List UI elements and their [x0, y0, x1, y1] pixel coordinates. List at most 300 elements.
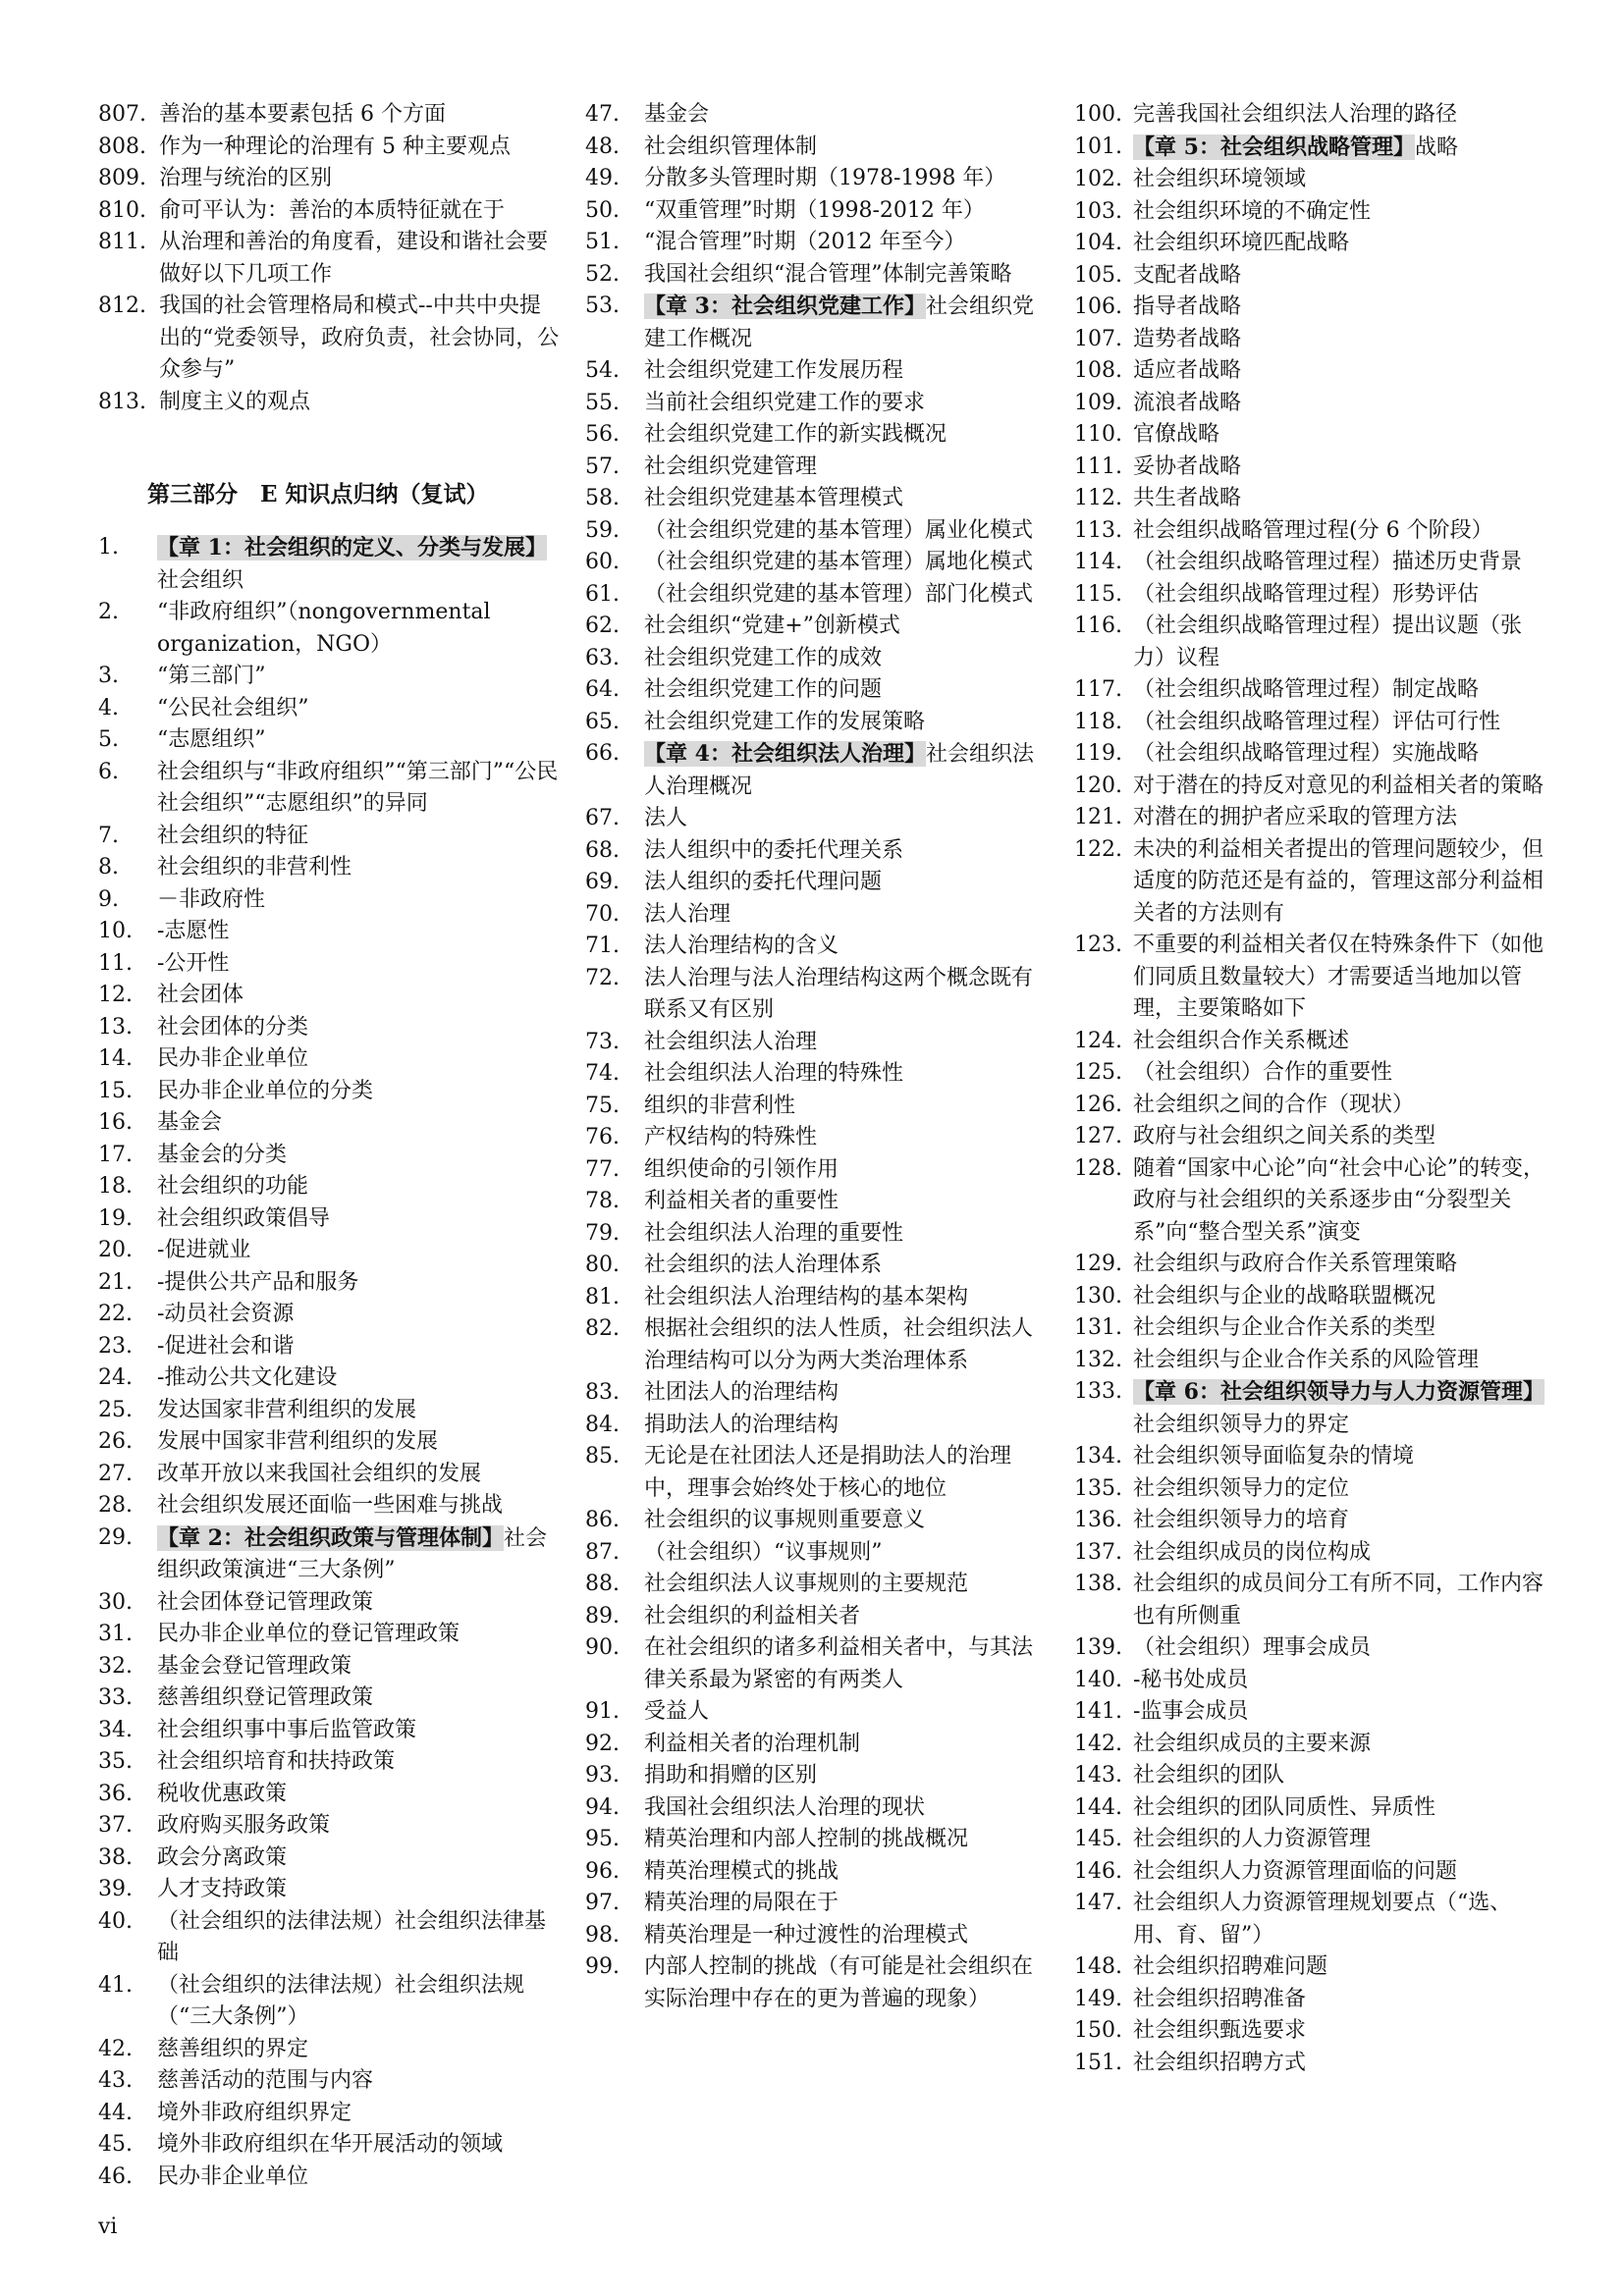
item-number: 82.: [585, 1316, 620, 1341]
list-item: [585, 1696, 1049, 1729]
item-label: 发达国家非营利组织的发展: [157, 1397, 417, 1422]
list-item: [98, 916, 560, 948]
item-number: 11.: [98, 950, 133, 976]
item-text: [157, 1076, 560, 1108]
item-text: [157, 1779, 560, 1811]
list-item: [98, 1906, 560, 1970]
item-text: [1133, 1026, 1545, 1058]
list-item: [98, 757, 560, 821]
item-text: [644, 1696, 1049, 1729]
item-label: 社会团体: [157, 983, 244, 1007]
item-text: [1133, 1665, 1545, 1697]
item-label: （社会组织战略管理过程）实施战略: [1133, 741, 1480, 766]
item-label: 社会团体的分类: [157, 1014, 309, 1040]
item-label: 产权结构的特殊性: [644, 1125, 818, 1149]
list-item: [1074, 834, 1545, 931]
item-label: （社会组织）合作的重要性: [1133, 1060, 1393, 1085]
item-number: 90.: [585, 1635, 620, 1660]
item-number: 85.: [585, 1444, 620, 1468]
item-text: [1133, 452, 1545, 484]
list-item: [585, 835, 1049, 868]
list-item: [98, 1459, 560, 1491]
list-item: [585, 963, 1049, 1027]
list-item: [1074, 1026, 1545, 1058]
item-text: [1133, 132, 1545, 165]
item-number: 137.: [1074, 1539, 1122, 1565]
item-number: 75.: [585, 1093, 620, 1118]
list-item: [585, 227, 1049, 259]
item-label: （社会组织党建的基本管理）部门化模式: [644, 581, 1034, 607]
item-text: [1133, 1824, 1545, 1856]
item-text: [644, 1186, 1049, 1218]
item-label: 社会组织党建管理: [644, 454, 818, 479]
item-number: 124.: [1074, 1028, 1122, 1053]
item-text: [644, 547, 1049, 579]
list-item: [98, 884, 560, 917]
item-number: 13.: [98, 1014, 133, 1040]
item-label: 社会组织党建工作的发展策略: [644, 709, 926, 734]
list-item: [1074, 292, 1545, 324]
item-text: [1133, 1345, 1545, 1377]
item-number: 56.: [585, 422, 620, 447]
list-part-3-cont-2: [1074, 99, 1545, 2079]
item-number: 69.: [585, 870, 620, 894]
item-label: 基金会: [644, 102, 710, 127]
list-item: [1074, 611, 1545, 674]
item-number: 86.: [585, 1508, 620, 1532]
item-number: 809.: [98, 166, 146, 190]
list-part-3: [98, 532, 560, 2193]
list-item: [1074, 1281, 1545, 1313]
list-item: [1074, 1729, 1545, 1761]
item-text: [1133, 1057, 1545, 1090]
item-number: 123.: [1074, 933, 1122, 957]
item-label: -促进就业: [157, 1238, 251, 1262]
item-number: 19.: [98, 1205, 133, 1231]
item-text: [644, 355, 1049, 388]
item-text: [644, 1441, 1049, 1505]
item-label: 基金会: [157, 1110, 223, 1135]
item-number: 49.: [585, 166, 620, 190]
item-label: 社会组织: [157, 567, 244, 593]
item-number: 102.: [1074, 167, 1122, 191]
item-number: 80.: [585, 1253, 620, 1277]
item-text: [644, 132, 1049, 164]
item-text: [157, 2162, 560, 2194]
item-text: [157, 1970, 560, 2034]
item-text: [644, 803, 1049, 835]
list-item: [98, 2065, 560, 2098]
item-text: [157, 1906, 560, 1970]
item-text: [644, 707, 1049, 739]
list-item: [1074, 515, 1545, 548]
item-number: 103.: [1074, 198, 1122, 224]
item-label: -公开性: [157, 950, 230, 976]
item-number: 58.: [585, 486, 620, 510]
item-text: [157, 693, 560, 725]
item-label: 社会组织招聘难问题: [1133, 1954, 1328, 1979]
list-item: [98, 195, 560, 228]
list-item: [1074, 1441, 1545, 1473]
item-text: [644, 452, 1049, 484]
item-label: 无论是在社团法人还是捐助法人的治理中，理事会始终处于核心的地位: [644, 1444, 1012, 1501]
list-item: [98, 980, 560, 1012]
list-item: [1074, 547, 1545, 579]
item-label: －非政府性: [157, 886, 266, 912]
item-label: 造势者战略: [1133, 326, 1242, 351]
item-number: 122.: [1074, 836, 1122, 862]
item-label: 社会组织政策倡导: [157, 1205, 331, 1231]
item-number: 5.: [98, 727, 119, 752]
item-label: 组织使命的引领作用: [644, 1156, 839, 1182]
item-label: 利益相关者的治理机制: [644, 1731, 861, 1756]
item-text: [159, 99, 560, 132]
item-label: 社会组织之间的合作（现状）: [1133, 1092, 1415, 1117]
column-1: [98, 99, 560, 2193]
list-item: [1074, 1153, 1545, 1250]
list-item: [585, 643, 1049, 675]
item-label: 社会组织的利益相关者: [644, 1603, 861, 1629]
item-text: [157, 1171, 560, 1203]
item-label: 从治理和善治的角度看，建设和谐社会要做好以下几项工作: [159, 230, 549, 287]
list-item: [98, 1395, 560, 1427]
item-label: 法人治理: [644, 901, 731, 927]
item-text: [1133, 324, 1545, 356]
item-text: [644, 867, 1049, 899]
item-number: 138.: [1074, 1572, 1122, 1596]
item-text: [157, 1874, 560, 1906]
item-number: 10.: [98, 919, 133, 943]
list-item: [1074, 1505, 1545, 1537]
column-3: [1074, 99, 1545, 2079]
item-number: 808.: [98, 133, 146, 159]
list-item: [585, 1250, 1049, 1282]
item-label: 流浪者战略: [1133, 390, 1242, 415]
list-item: [98, 1203, 560, 1236]
item-text: [644, 291, 1049, 355]
list-item: [98, 1362, 560, 1395]
list-item: [585, 1154, 1049, 1187]
item-number: 134.: [1074, 1444, 1122, 1468]
list-item: [1074, 1984, 1545, 2016]
item-text: [157, 948, 560, 981]
item-text: [157, 1107, 560, 1140]
item-number: 25.: [98, 1397, 133, 1422]
item-number: 135.: [1074, 1475, 1122, 1501]
list-item: [585, 291, 1049, 355]
item-text: [159, 387, 560, 419]
item-label: 慈善组织登记管理政策: [157, 1685, 374, 1710]
item-text: [644, 1920, 1049, 1952]
item-label: 社会组织招聘方式: [1133, 2050, 1307, 2075]
list-item: [585, 1282, 1049, 1314]
item-text: [157, 661, 560, 693]
chapter-heading: 【章 4：社会组织法人治理】: [644, 741, 926, 767]
item-label: 民办非企业单位的登记管理政策: [157, 1622, 460, 1646]
list-item: [585, 1505, 1049, 1537]
item-text: [1133, 515, 1545, 548]
item-text: [157, 1715, 560, 1747]
item-text: [1133, 2015, 1545, 2048]
item-label: 完善我国社会组织法人治理的路径: [1133, 102, 1458, 127]
item-text: [1133, 355, 1545, 388]
item-label: （社会组织党建的基本管理）属地化模式: [644, 550, 1034, 574]
item-label: 社会组织法人议事规则的主要规范: [644, 1572, 969, 1596]
item-number: 84.: [585, 1412, 620, 1437]
list-item: [98, 227, 560, 291]
list-item: [98, 2129, 560, 2162]
list-item: [1074, 1121, 1545, 1153]
list-item: [98, 1331, 560, 1363]
item-number: 105.: [1074, 262, 1122, 288]
item-label: 社会组织与企业合作关系的类型: [1133, 1315, 1436, 1340]
item-label: “第三部门”: [157, 664, 266, 688]
item-text: [644, 835, 1049, 868]
list-item: [585, 931, 1049, 963]
list-item: [1074, 1824, 1545, 1856]
item-number: 42.: [98, 2036, 133, 2061]
item-number: 63.: [585, 645, 620, 670]
list-item: [585, 259, 1049, 292]
item-number: 51.: [585, 230, 620, 254]
item-label: （社会组织战略管理过程）形势评估: [1133, 581, 1480, 607]
item-text: [644, 1410, 1049, 1442]
item-number: 101.: [1074, 133, 1122, 159]
list-item: [98, 1171, 560, 1203]
chapter-heading: 【章 6：社会组织领导力与人力资源管理】: [1133, 1379, 1544, 1405]
list-item: [98, 2034, 560, 2066]
item-text: [157, 2065, 560, 2098]
item-number: 8.: [98, 855, 119, 880]
list-item: [1074, 802, 1545, 834]
item-text: [644, 1027, 1049, 1059]
list-item: [585, 355, 1049, 388]
list-item: [1074, 930, 1545, 1026]
column-2: [585, 99, 1049, 2015]
item-label: 社会组织的特征: [157, 823, 309, 848]
item-label: 社团法人的治理结构: [644, 1380, 839, 1405]
item-label: 社会组织的议事规则重要意义: [644, 1508, 926, 1532]
list-item: [1074, 674, 1545, 707]
item-number: 117.: [1074, 677, 1122, 702]
list-item: [585, 99, 1049, 132]
item-number: 99.: [585, 1954, 620, 1979]
list-item: [98, 597, 560, 661]
item-label: 基金会登记管理政策: [157, 1653, 352, 1679]
list-item: [1074, 738, 1545, 771]
chapter-heading: 【章 1：社会组织的定义、分类与发展】: [157, 535, 547, 561]
item-label: 法人: [644, 806, 688, 830]
item-label: “公民社会组织”: [157, 695, 309, 721]
item-label: 受益人: [644, 1699, 710, 1724]
list-item: [585, 803, 1049, 835]
item-text: [157, 1012, 560, 1044]
list-item: [1074, 1376, 1545, 1441]
item-text: [644, 1377, 1049, 1410]
item-text: [157, 2098, 560, 2130]
item-text: [1133, 1888, 1545, 1951]
item-label: 精英治理的局限在于: [644, 1891, 839, 1915]
item-number: 44.: [98, 2100, 133, 2125]
item-label: 社会组织领导力的界定: [1133, 1412, 1350, 1437]
item-label: “混合管理”时期（2012 年至今）: [644, 230, 966, 254]
list-item: [1074, 1473, 1545, 1506]
item-number: 112.: [1074, 486, 1122, 510]
item-text: [1133, 834, 1545, 931]
item-label: “双重管理”时期（1998-2012 年）: [644, 197, 985, 223]
list-item: [585, 163, 1049, 195]
item-label: （社会组织党建的基本管理）属业化模式: [644, 517, 1034, 543]
list-item: [585, 707, 1049, 739]
item-label: 法人治理与法人治理结构这两个概念既有联系又有区别: [644, 965, 1034, 1022]
item-label: 社会组织法人治理的特殊性: [644, 1061, 904, 1086]
list-item: [585, 579, 1049, 612]
list-item: [1074, 1569, 1545, 1632]
item-label: 适应者战略: [1133, 358, 1242, 383]
item-text: [1133, 1951, 1545, 1984]
item-number: 83.: [585, 1380, 620, 1405]
item-number: 72.: [585, 965, 620, 990]
item-number: 37.: [98, 1813, 133, 1838]
item-text: [1133, 611, 1545, 674]
item-number: 48.: [585, 133, 620, 159]
list-item: [585, 132, 1049, 164]
item-label: 治理与统治的区别: [159, 166, 333, 190]
item-label: 社会组织领导力的定位: [1133, 1475, 1350, 1501]
list-item: [585, 483, 1049, 515]
item-text: [644, 611, 1049, 643]
list-item: [98, 532, 560, 597]
list-item: [98, 852, 560, 884]
item-number: 57.: [585, 454, 620, 479]
item-label: 精英治理模式的挑战: [644, 1858, 839, 1884]
item-number: 28.: [98, 1493, 133, 1518]
item-number: 130.: [1074, 1283, 1122, 1308]
list-item: [585, 1313, 1049, 1377]
item-label: 社会组织“党建+”创新模式: [644, 614, 900, 638]
item-text: [157, 1395, 560, 1427]
item-text: [1133, 930, 1545, 1026]
item-number: 2.: [98, 600, 119, 624]
item-text: [644, 483, 1049, 515]
item-label: 社会组织法人治理结构的基本架构: [644, 1284, 969, 1309]
item-number: 136.: [1074, 1508, 1122, 1532]
item-label: 支配者战略: [1133, 262, 1242, 288]
list-item: [98, 1779, 560, 1811]
item-text: [644, 1792, 1049, 1825]
item-number: 91.: [585, 1699, 620, 1724]
item-text: [1133, 1760, 1545, 1792]
item-number: 23.: [98, 1333, 133, 1359]
item-number: 133.: [1074, 1379, 1122, 1404]
list-item: [98, 821, 560, 853]
item-number: 100.: [1074, 102, 1122, 127]
item-label: 对于潜在的持反对意见的利益相关者的策略: [1133, 773, 1544, 798]
item-text: [1133, 1312, 1545, 1345]
item-number: 142.: [1074, 1731, 1122, 1756]
item-text: [644, 1856, 1049, 1889]
item-number: 14.: [98, 1046, 133, 1071]
item-number: 109.: [1074, 390, 1122, 415]
item-number: 807.: [98, 102, 146, 127]
item-text: [1133, 579, 1545, 612]
list-item: [98, 948, 560, 981]
item-number: 88.: [585, 1572, 620, 1596]
item-text: [1133, 707, 1545, 739]
item-number: 61.: [585, 581, 620, 607]
item-text: [644, 931, 1049, 963]
item-label: 社会组织的团队: [1133, 1763, 1285, 1788]
item-text: [644, 674, 1049, 707]
item-number: 150.: [1074, 2018, 1122, 2043]
item-number: 64.: [585, 677, 620, 702]
item-text: [644, 899, 1049, 932]
item-label: 税收优惠政策: [157, 1781, 288, 1806]
item-text: [644, 579, 1049, 612]
list-item: [1074, 579, 1545, 612]
item-label: 精英治理和内部人控制的挑战概况: [644, 1827, 969, 1851]
list-item: [585, 1091, 1049, 1123]
item-label: （社会组织）“议事规则”: [644, 1539, 883, 1565]
item-number: 121.: [1074, 805, 1122, 829]
item-label: 民办非企业单位: [157, 2163, 309, 2189]
item-text: [644, 1282, 1049, 1314]
list-item: [1074, 196, 1545, 229]
list-item: [585, 1601, 1049, 1633]
item-label: 法人治理结构的含义: [644, 934, 839, 958]
item-label: 民办非企业单位的分类: [157, 1078, 374, 1103]
list-item: [585, 1027, 1049, 1059]
item-text: [157, 1842, 560, 1875]
item-label: 境外非政府组织界定: [157, 2100, 352, 2125]
item-label: -监事会成员: [1133, 1699, 1249, 1724]
item-label: 社会组织法人治理的重要性: [644, 1220, 904, 1246]
item-number: 31.: [98, 1622, 133, 1646]
item-text: [644, 388, 1049, 420]
list-item: [1074, 1057, 1545, 1090]
item-text: [1133, 483, 1545, 515]
item-text: [1133, 771, 1545, 803]
item-text: [1133, 1121, 1545, 1153]
item-text: [644, 99, 1049, 132]
list-item: [98, 2162, 560, 2194]
item-number: 39.: [98, 1877, 133, 1901]
item-number: 810.: [98, 197, 146, 223]
item-label: 民办非企业单位: [157, 1046, 309, 1071]
list-item: [98, 693, 560, 725]
list-item: [585, 1760, 1049, 1792]
item-label: 战略: [1414, 134, 1458, 160]
item-number: 60.: [585, 550, 620, 574]
item-number: 78.: [585, 1189, 620, 1213]
item-text: [157, 757, 560, 821]
list-item: [585, 1824, 1049, 1856]
item-number: 141.: [1074, 1699, 1122, 1724]
chapter-heading: 【章 2：社会组织政策与管理体制】: [157, 1524, 504, 1551]
item-number: 148.: [1074, 1954, 1122, 1979]
item-number: 47.: [585, 102, 620, 127]
item-label: 官僚战略: [1133, 422, 1220, 447]
item-label: 精英治理是一种过渡性的治理模式: [644, 1922, 969, 1948]
item-label: 利益相关者的重要性: [644, 1189, 839, 1213]
item-number: 813.: [98, 389, 146, 414]
item-text: [157, 1331, 560, 1363]
list-item: [98, 1970, 560, 2034]
item-number: 62.: [585, 614, 620, 638]
item-label: 指导者战略: [1133, 294, 1242, 319]
item-label: 社会组织合作关系概述: [1133, 1028, 1350, 1053]
item-label: 社会组织党建工作的新实践概况: [644, 422, 947, 447]
